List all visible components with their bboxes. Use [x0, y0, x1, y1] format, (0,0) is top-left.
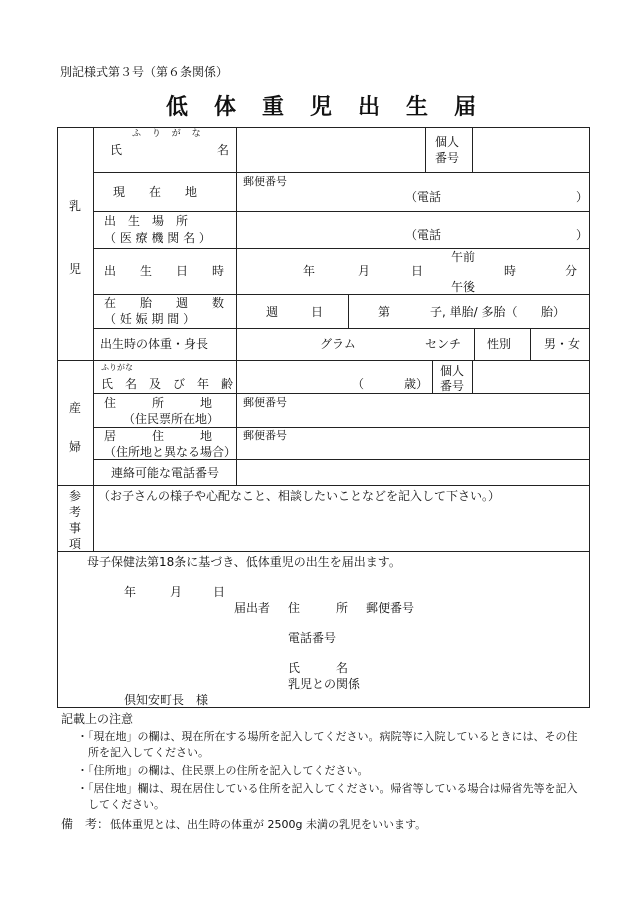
mother-personal-no-label: 個人 — [440, 364, 465, 378]
reporter-phone-label: 電話番号 — [288, 631, 337, 645]
infant-section-label: 乳 — [68, 199, 81, 213]
infant-name-label-2: 名 — [217, 143, 230, 157]
instruction-item-3: ・「居住地」欄は、現在居住している住所を記入してください。帰省等している場合は帰省先等を記入 — [77, 782, 578, 795]
reporter-relation-label: 乳児との関係 — [288, 677, 361, 691]
am-label: 午前 — [451, 250, 476, 264]
remark-label: 備 考： — [61, 817, 110, 831]
cm-label: センチ — [425, 337, 462, 351]
mother-furigana-label: ふりがな — [101, 363, 133, 372]
mother-address-field[interactable] — [240, 395, 585, 425]
instructions-heading: 記載上の注意 — [61, 712, 134, 726]
infant-address-label: 現 在 地 — [113, 185, 198, 199]
notes-instruction: （お子さんの様子や心配なこと、相談したいことなどを記入して下さい。） — [98, 489, 501, 503]
birth-order-label-2: 子, 単胎/ 多胎（ — [430, 305, 518, 319]
mother-personal-no-field[interactable] — [476, 363, 586, 391]
infant-personal-no-label: 個人 — [435, 135, 460, 149]
infant-section-label-2: 児 — [68, 262, 81, 276]
infant-personal-no-field[interactable] — [476, 131, 586, 169]
infant-personal-no-label-2: 番号 — [435, 151, 460, 165]
decl-day-label: 日 — [213, 585, 226, 599]
birthdate-label: 出 生 日 時 — [104, 264, 225, 278]
residence-field[interactable] — [240, 429, 585, 457]
notes-section-label: 参 考 事 項 — [68, 489, 81, 551]
infant-name-label: 氏 — [110, 143, 123, 157]
reporter-name-label: 氏 名 — [288, 661, 349, 675]
birth-minute-label: 分 — [565, 264, 578, 278]
decl-month-label: 月 — [170, 585, 183, 599]
mother-age-close: 歳） — [404, 377, 429, 391]
birth-hour-label: 時 — [504, 264, 517, 278]
mother-section-label-2: 婦 — [68, 440, 81, 454]
birth-month-label: 月 — [358, 264, 371, 278]
infant-phone-label: （電話 — [405, 190, 442, 204]
instruction-item-3b: してください。 — [88, 798, 165, 811]
instruction-item-1b: 所を記入してください。 — [88, 746, 209, 759]
birthplace-field[interactable] — [240, 213, 585, 246]
birthplace-phone-close: ） — [576, 228, 589, 242]
page-title: 低体重児出生届 — [166, 94, 503, 120]
weeks-label: 週 — [266, 305, 279, 319]
residence-postal-label: 郵便番号 — [243, 429, 287, 442]
reporter-label: 届出者 — [234, 601, 271, 615]
reporter-address-label: 住 所 — [288, 601, 349, 615]
mother-personal-no-label-2: 番号 — [440, 379, 465, 393]
birth-year-label: 年 — [303, 264, 316, 278]
contact-phone-label: 連絡可能な電話番号 — [111, 466, 220, 480]
gram-label: グラム — [320, 337, 356, 351]
mother-name-field[interactable] — [240, 363, 428, 391]
residence-label: 居 住 地 — [104, 429, 213, 443]
mother-name-age-label: 氏 名 及 び 年 齢 — [101, 377, 234, 391]
infant-phone-close: ） — [576, 190, 589, 204]
infant-name-field[interactable] — [240, 131, 422, 169]
birthplace-phone-label: （電話 — [405, 228, 442, 242]
weight-label: 出生時の体重・身長 — [100, 337, 209, 351]
birth-day-label: 日 — [411, 264, 424, 278]
sex-label: 性別 — [487, 337, 512, 351]
instruction-item-1: ・「現在地」の欄は、現在所在する場所を記入してください。病院等に入院しているときには、その住 — [77, 730, 578, 743]
days-label: 日 — [311, 305, 324, 319]
residence-label-2: （住所地と異なる場合） — [104, 445, 237, 459]
birthplace-label: 出 生 場 所 — [104, 214, 189, 228]
addressee: 倶知安町長 様 — [124, 693, 209, 707]
contact-phone-field[interactable] — [240, 461, 585, 483]
birthplace-label-2: （ 医 療 機 関 名 ） — [104, 231, 211, 245]
decl-year-label: 年 — [124, 585, 137, 599]
birth-order-label-3: 胎） — [541, 305, 566, 319]
declaration-statement: 母子保健法第18条に基づき、低体重児の出生を届出ます。 — [87, 555, 401, 569]
instruction-item-2: ・「住所地」の欄は、住民票上の住所を記入してください。 — [77, 764, 369, 777]
form-number: 別記様式第３号（第６条関係） — [60, 65, 229, 79]
mother-address-label: 住 所 地 — [104, 396, 213, 410]
sex-options[interactable]: 男・女 — [544, 337, 581, 351]
infant-address-field[interactable] — [240, 174, 585, 209]
mother-address-label-2: （住民票所在地） — [123, 412, 220, 426]
gestation-label: 在 胎 週 数 — [104, 296, 225, 310]
mother-postal-label: 郵便番号 — [243, 396, 287, 409]
mother-section-label: 産 — [68, 401, 81, 415]
notes-field[interactable] — [96, 506, 586, 548]
gestation-label-2: （ 妊 娠 期 間 ） — [104, 312, 196, 326]
remark-text: 低体重児とは、出生時の体重が 2500g 未満の乳児をいいます。 — [110, 818, 427, 831]
infant-postal-label: 郵便番号 — [243, 175, 287, 188]
reporter-postal-label: 郵便番号 — [366, 601, 415, 615]
mother-age-open: （ — [352, 377, 365, 391]
pm-label: 午後 — [451, 280, 476, 294]
birth-order-label: 第 — [378, 305, 391, 319]
infant-furigana-label: ふ り が な — [132, 129, 205, 139]
